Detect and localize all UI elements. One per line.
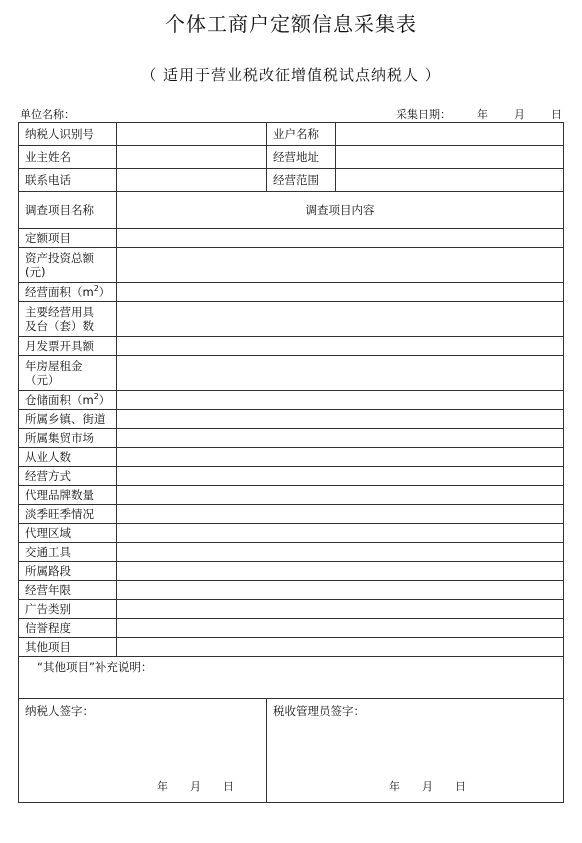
table-row bbox=[19, 562, 564, 581]
taxpayer-date-month: 月 bbox=[190, 780, 201, 794]
quota-field[interactable] bbox=[117, 229, 564, 248]
area-label bbox=[19, 283, 117, 302]
area-label-sup: 2 bbox=[93, 284, 99, 294]
table-row bbox=[19, 638, 564, 657]
table-row bbox=[19, 543, 564, 562]
storage-label-sup: 2 bbox=[93, 392, 99, 402]
ad-field[interactable] bbox=[117, 600, 564, 619]
taxpayer-id-field[interactable] bbox=[117, 123, 267, 146]
officer-signature-field[interactable] bbox=[267, 699, 564, 803]
table-row bbox=[19, 505, 564, 524]
town-field[interactable] bbox=[117, 410, 564, 429]
collect-date-month: 月 bbox=[514, 108, 525, 121]
assets-label-line1: 资产投资总额 bbox=[25, 250, 94, 265]
equipment-label bbox=[19, 302, 117, 337]
address-field[interactable] bbox=[336, 146, 564, 169]
table-row bbox=[19, 600, 564, 619]
table-row bbox=[19, 356, 564, 391]
rent-label-line2: （元） bbox=[25, 373, 60, 387]
equipment-label-line1: 主要经营用具 bbox=[25, 304, 94, 319]
area-label-close: ） bbox=[98, 285, 111, 300]
storage-label-close: ） bbox=[98, 393, 111, 408]
other-note-label: “其他项目”补充说明： bbox=[37, 660, 153, 674]
address-label: 经营地址 bbox=[267, 146, 336, 169]
table-row bbox=[19, 248, 564, 283]
collect-date-day: 日 bbox=[551, 108, 562, 121]
item-content-header: 调查项目内容 bbox=[117, 192, 564, 229]
equipment-field[interactable] bbox=[117, 302, 564, 337]
table-row bbox=[19, 524, 564, 543]
owner-name-label: 业主姓名 bbox=[19, 146, 117, 169]
area-label-text: 经营面积（m bbox=[25, 285, 94, 300]
rent-field[interactable] bbox=[117, 356, 564, 391]
taxpayer-signature-date bbox=[157, 780, 234, 794]
season-field[interactable] bbox=[117, 505, 564, 524]
town-label: 所属乡镇、街道 bbox=[19, 410, 117, 429]
table-row bbox=[19, 486, 564, 505]
region-field[interactable] bbox=[117, 524, 564, 543]
other-field[interactable] bbox=[117, 638, 564, 657]
invoice-field[interactable] bbox=[117, 337, 564, 356]
table-row bbox=[19, 581, 564, 600]
form-subtitle: （ 适用于营业税改征增值税试点纳税人 ） bbox=[141, 66, 441, 84]
rent-label bbox=[19, 356, 117, 391]
phone-field[interactable] bbox=[117, 169, 267, 192]
taxpayer-date-day: 日 bbox=[223, 780, 234, 794]
assets-label bbox=[19, 248, 117, 283]
unit-name-label: 单位名称： bbox=[20, 108, 75, 121]
table-row bbox=[19, 146, 564, 169]
taxpayer-signature-field[interactable] bbox=[19, 699, 267, 803]
collect-date-year: 年 bbox=[477, 108, 488, 121]
invoice-label: 月发票开具额 bbox=[19, 337, 117, 356]
table-row bbox=[19, 229, 564, 248]
officer-signature-date bbox=[389, 780, 466, 794]
info-table bbox=[18, 122, 564, 803]
officer-date-month: 月 bbox=[422, 780, 433, 794]
owner-name-field[interactable] bbox=[117, 146, 267, 169]
mode-field[interactable] bbox=[117, 467, 564, 486]
market-field[interactable] bbox=[117, 429, 564, 448]
region-label: 代理区域 bbox=[19, 524, 117, 543]
quota-label: 定额项目 bbox=[19, 229, 117, 248]
table-row bbox=[19, 283, 564, 302]
table-row bbox=[19, 123, 564, 146]
transport-field[interactable] bbox=[117, 543, 564, 562]
item-name-header: 调查项目名称 bbox=[19, 192, 117, 229]
taxpayer-signature-label: 纳税人签字： bbox=[25, 704, 94, 718]
collect-date-label: 采集日期： bbox=[396, 108, 451, 121]
employees-field[interactable] bbox=[117, 448, 564, 467]
assets-label-line2: (元) bbox=[25, 265, 46, 279]
equipment-label-line2: 及台（套）数 bbox=[25, 319, 94, 333]
assets-field[interactable] bbox=[117, 248, 564, 283]
storage-field[interactable] bbox=[117, 391, 564, 410]
phone-label: 联系电话 bbox=[19, 169, 117, 192]
credit-field[interactable] bbox=[117, 619, 564, 638]
officer-date-day: 日 bbox=[455, 780, 466, 794]
years-field[interactable] bbox=[117, 581, 564, 600]
area-field[interactable] bbox=[117, 283, 564, 302]
officer-date-year: 年 bbox=[389, 780, 400, 794]
storage-label bbox=[19, 391, 117, 410]
taxpayer-date-year: 年 bbox=[157, 780, 168, 794]
scope-label: 经营范围 bbox=[267, 169, 336, 192]
credit-label: 信誉程度 bbox=[19, 619, 117, 638]
brands-label: 代理品牌数量 bbox=[19, 486, 117, 505]
table-row bbox=[19, 429, 564, 448]
other-note-field[interactable] bbox=[19, 657, 564, 699]
market-label: 所属集贸市场 bbox=[19, 429, 117, 448]
table-row bbox=[19, 410, 564, 429]
mode-label: 经营方式 bbox=[19, 467, 117, 486]
table-header-row bbox=[19, 192, 564, 229]
taxpayer-id-label: 纳税人识别号 bbox=[19, 123, 117, 146]
years-label: 经营年限 bbox=[19, 581, 117, 600]
table-row bbox=[19, 391, 564, 410]
road-field[interactable] bbox=[117, 562, 564, 581]
table-row bbox=[19, 448, 564, 467]
shop-name-label: 业户名称 bbox=[267, 123, 336, 146]
table-row bbox=[19, 302, 564, 337]
road-label: 所属路段 bbox=[19, 562, 117, 581]
shop-name-field[interactable] bbox=[336, 123, 564, 146]
table-row bbox=[19, 619, 564, 638]
collect-date bbox=[396, 106, 562, 122]
scope-field[interactable] bbox=[336, 169, 564, 192]
brands-field[interactable] bbox=[117, 486, 564, 505]
table-row bbox=[19, 337, 564, 356]
employees-label: 从业人数 bbox=[19, 448, 117, 467]
table-row bbox=[19, 169, 564, 192]
signature-row bbox=[19, 699, 564, 803]
other-label: 其他项目 bbox=[19, 638, 117, 657]
table-row bbox=[19, 467, 564, 486]
table-row bbox=[19, 657, 564, 699]
officer-signature-label: 税收管理员签字： bbox=[273, 704, 365, 718]
ad-label: 广告类别 bbox=[19, 600, 117, 619]
season-label: 淡季旺季情况 bbox=[19, 505, 117, 524]
transport-label: 交通工具 bbox=[19, 543, 117, 562]
form-title: 个体工商户定额信息采集表 bbox=[165, 12, 417, 36]
rent-label-line1: 年房屋租金 bbox=[25, 358, 83, 373]
storage-label-text: 仓储面积（m bbox=[25, 393, 94, 408]
